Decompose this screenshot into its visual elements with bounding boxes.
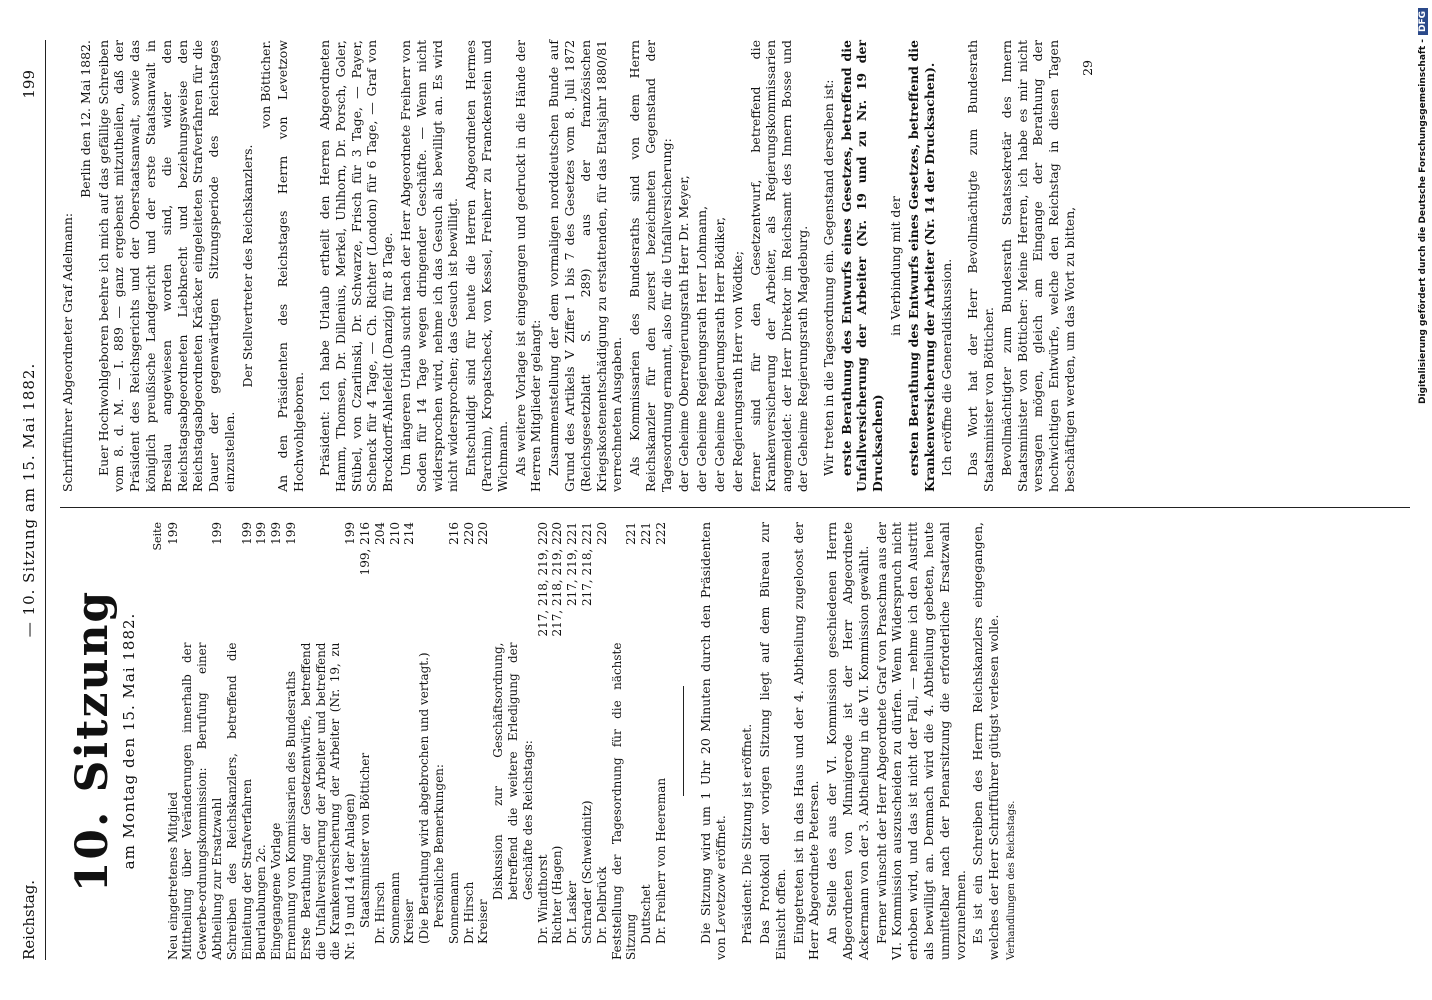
toc-entry: Sonnemann [446,872,461,944]
toc-row [388,522,403,960]
toc-entry: Erste Berathung der Gesetzentwürfe, betreffend die Unfallversicherung der Arbeiter und betreffend die Krankenversicherung der Arbeiter (Nr. 19, zu Nr. 19 und 14 der Anlagen) [298,642,358,960]
body-paragraph: An den Präsidenten des Reichstages Herrn von Levetzow Hochwohlgeboren. [275,40,307,492]
header-left: Reichstag. [20,879,38,960]
page-footer: Verhandlungen des Reichstags. [1006,800,1018,960]
body-paragraph: Das Wort hat der Herr Bevollmächtigte zum Bundesrath Staatsminister von Bötticher. [965,40,997,492]
toc-page: 214 [402,522,417,545]
toc-page: 199 [209,522,224,545]
body-paragraph: Entschuldigt sind für heute die Herren Abgeordneten Hermes (Parchim), Kropatscheck, von Kessel, Freiherr zu Franckenstein und Wichmann. [463,40,510,492]
header-center: — 10. Sitzung am 15. Mai 1882. [20,362,38,638]
toc-page: 217, 219, 221 [565,522,580,606]
toc-row [402,522,417,960]
toc-page: 220 [594,522,609,545]
toc-row [269,522,284,960]
toc-row [254,522,269,960]
toc-page: 217, 218, 219, 220 [550,522,565,637]
dfg-logo: DFG [1418,8,1428,35]
toc-page: 210 [387,522,402,545]
body-paragraph: Ferner wünscht der Herr Abgeordnete Graf von Praschma aus der VI. Kommission auszuscheiden zu dürfen. Wenn Widerspruch nicht erhoben wird, und das ist nicht der Fall, — nehme ich den Austritt als bewilligt an. Demnach wird die 4. Abtheilung gebeten, heute unmittelbar nach der Plenarsitzung die erforderliche Ersatzwahl vorzunehmen. [873,522,968,960]
toc-entry: Dr. Delbrück [594,866,609,944]
left-column [60,522,1022,960]
sidebar-text: Digitalisierung gefördert durch die Deutsche Forschungsgemeinschaft - [1418,39,1428,404]
toc-row [299,522,358,960]
session-date: am Montag den 15. Mai 1882. [120,612,138,870]
opening-text: Die Sitzung wird um 1 Uhr 20 Minuten durch den Präsidenten von Levetzow eröffnet. [697,522,729,960]
body-paragraph: der Regierungsrath Herr von Wödtke; [729,250,745,492]
toc-entry: Dr. Hirsch [372,881,387,944]
toc-entry: Neu eingetretenes Mitglied [165,791,180,960]
toc-entry: Kreiser [402,899,417,944]
body-paragraph: Um längeren Urlaub sucht nach der Herr Abgeordnete Freiherr von Soden für 14 Tage wegen dringender Geschäfte. — Wenn nicht widersprochen wird, nehme ich das Gesuch als bewilligt an. Es wird nicht widersprochen; das Gesuch ist bewilligt. [397,40,461,492]
toc-row [654,522,669,960]
toc-entry: Schrader (Schweidnitz) [579,800,594,944]
toc-page: 199 [239,522,254,545]
page-number: 199 [20,70,38,99]
toc-entry: Mittheilung über Veränderungen innerhalb der Gewerbe-ordnungskommission: Berufung einer Abtheilung zur Ersatzwahl [180,642,224,960]
toc-row [550,522,565,960]
toc-page: 220 [476,522,491,545]
body-paragraph: in Verbindung mit der [888,196,904,336]
table-of-contents [166,522,669,960]
toc-row [225,522,255,960]
body-paragraph: Euer Hochwohlgeboren beehre ich mich auf das gefällige Schreiben vom 8. d. M. — I. 889 — ganz ergebenst mitzutheilen, daß der Präsident des Reichsgerichts und der Oberstaatsanwalt, sowie das königlich preußische Landgericht und der erste Staatsanwalt in Breslau angewiesen worden sind, die wider den Reichstagsabgeordneten Liebknecht und beziehungsweise den Reichstagsabgeordneten Kräcker eingeleiteten Strafverfahren für die Dauer der gegenwärtigen Sitzungsperiode des Reichstages einzustellen. [95,40,237,492]
toc-entry: Beurlaubungen 2c. [254,844,269,960]
toc-row [610,522,640,960]
body-paragraph: Wir treten in die Tagesordnung ein. Gegenstand derselben ist: [820,79,836,476]
body-paragraph: Bevollmächtigter zum Bundesrath Staatssekretär des Innern Staatsminister von Bötticher: Meine Herren, ich habe es mir nicht versagen mögen, gleich am Eingange der Berathung der hochwichtigen Entwürfe, welche den Reichstag in diesen Tagen beschäftigen werden, um das Wort zu bitten, [998,40,1078,492]
signature-mark: 29 [1079,60,1095,76]
toc-row [284,522,299,960]
body-paragraph: Schriftführer Abgeordneter Graf Adelmann: [60,212,75,492]
session-title: 10. Sitzung [67,589,118,893]
toc-page: 220 [461,522,476,545]
toc-entry: Dr. Hirsch [461,881,476,944]
body-paragraph: Es ist ein Schreiben des Herrn Reichskanzlers eingegangen, welches der Herr Schriftführer gütigst verlesen wolle. [970,522,1002,960]
toc-row [358,522,373,960]
body-paragraph: erste Berathung des Entwurfs eines Gesetzes, betreffend die Unfallversicherung der Arbeiter (Nr. 19 und zu Nr. 19 der Drucksachen) [838,40,886,492]
body-paragraph: von Bötticher. [257,40,273,129]
section-rule [683,686,684,796]
toc-page: 221 [639,522,654,545]
body-paragraph: der Geheime Oberregierungsrath Herr Dr. Meyer, [676,175,692,492]
toc-page: 222 [653,522,668,545]
body-paragraph: Präsident: Ich habe Urlaub ertheilt den Herren Abgeordneten Hamm, Thomsen, Dr. Dillenius, Merkel, Uhlhorn, Dr. Porsch, Goler, Stübel, von Czarlinski, Dr. Schwarze, Frisch für 3 Tage, — Payer, Schenck für 4 Tage, — Ch. Richter (London) für 6 Tage, — Graf von Brockdorff-Ahlefeldt (Danzig) für 8 Tage. [316,40,396,492]
body-paragraph: der Geheime Regierungsrath Herr Lohmann, [694,205,710,492]
body-paragraph: Ich eröffne die Generaldiskussion. [939,258,955,476]
toc-entry: Staatsminister von Bötticher [357,752,372,928]
toc-entry: Feststellung der Tagesordnung für die nächste Sitzung [609,642,639,960]
body-paragraph: Zusammenstellung der dem vormaligen norddeutschen Bunde auf Grund des Artikels V Ziffer 1 bis 7 des Gesetzes vom 8. Juli 1872 (Reichsgesetzblatt S. 289) aus der französischen Kriegskostenentschädigung zu erstattenden, für das Etatsjahr 1880/81 verrechneten Ausgaben. [546,40,625,492]
toc-entry: Ernennung von Kommissarien des Bundesraths [283,670,298,960]
toc-entry: Schreiben des Reichskanzlers, betreffend die Einleitung der Strafverfahren [224,642,254,960]
toc-entry: Diskussion zur Geschäftsordnung, betreffend die weitere Erledigung der Geschäfte des Reichstags: [491,642,535,900]
toc-entry: Richter (Hagen) [550,845,565,944]
toc-page: 199 [269,522,284,545]
body-paragraph: Berlin den 12. Mai 1882. [77,40,93,198]
toc-row [373,522,388,960]
body-paragraph: Der Stellvertreter des Reichskanzlers. [239,144,255,388]
toc-entry: Persönliche Bemerkungen: [431,764,446,928]
body-paragraph: der Geheime Regierungsrath Herr Bödiker, [712,216,728,492]
toc-row [565,522,580,960]
body-paragraph: ersten Berathung des Entwurfs eines Gesetzes, betreffend die Krankenversicherung der Arbeiter (Nr. 14 der Drucksachen). [905,40,937,492]
toc-row [639,522,654,960]
toc-page: 204 [372,522,387,545]
toc-row [447,522,462,960]
toc-row [417,522,432,960]
toc-row [476,522,491,960]
toc-page: 217, 218, 221 [579,522,594,606]
toc-row [536,522,551,960]
toc-page [491,522,535,643]
toc-row [462,522,477,960]
toc-entry: Dr. Freiherr von Heereman [653,777,668,944]
right-column [60,40,1098,492]
toc-row [166,522,181,960]
toc-page [432,522,447,643]
toc-entry: Dr. Lasker [565,880,580,944]
toc-page-heading: Seite [150,522,164,551]
toc-page: 199 [165,522,180,545]
toc-entry: Sonnemann [387,872,402,944]
toc-page: 199 [343,522,358,545]
toc-page: 217, 218, 219, 220 [535,522,550,637]
left-body [739,522,1002,960]
toc-row [491,522,535,960]
body-paragraph: Das Protokoll der vorigen Sitzung liegt auf dem Büreau zur Einsicht offen. [757,522,788,960]
toc-entry: Duttschet [639,884,654,944]
toc-row [580,522,595,960]
toc-page: 216 [446,522,461,545]
toc-page: 199, 216 [357,522,372,576]
toc-row [180,522,224,960]
body-paragraph: Als Kommissarien des Bundesraths sind von dem Herrn Reichskanzler für den zuerst bezeichneten Gegenstand der Tagesordnung ernannt, also für die Unfallversicherung: [627,40,674,492]
column-divider [60,507,1410,508]
header-rule [45,40,46,960]
toc-row [595,522,610,960]
right-body [60,40,1078,492]
toc-page: 199 [254,522,269,545]
toc-entry: (Die Berathung wird abgebrochen und vertagt.) [417,652,432,944]
toc-page: 199 [283,522,298,545]
toc-entry: Eingegangene Vorlage [269,822,284,960]
toc-page [417,522,432,643]
body-paragraph: Eingetreten ist in das Haus und der 4. Abtheilung zugeloost der Herr Abgeordnete Petersen. [790,522,822,960]
toc-entry: Dr. Windthorst [535,854,550,944]
body-paragraph: ferner sind für den Gesetzentwurf, betreffend die Krankenversicherung der Arbeiter, als Regierungskommissarien angemeldet: der Herr Direktor im Reichsamt des Innern Bosse und der Geheime Regierungsrath Magdeburg. [747,40,811,492]
toc-entry: Kreiser [476,899,491,944]
toc-row [432,522,447,960]
toc-page: 221 [624,522,639,545]
body-paragraph: An Stelle des aus der VI. Kommission geschiedenen Herrn Abgeordneten von Minnigerode ist der Herr Abgeordnete Ackermann von der 3. Abtheilung in die VI. Kommission gewählt. [824,522,871,960]
body-paragraph: Präsident: Die Sitzung ist eröffnet. [739,723,755,944]
digitization-sidebar [1418,8,1432,608]
body-paragraph: Als weitere Vorlage ist eingegangen und gedruckt in die Hände der Herren Mitglieder gelangt: [512,40,544,492]
